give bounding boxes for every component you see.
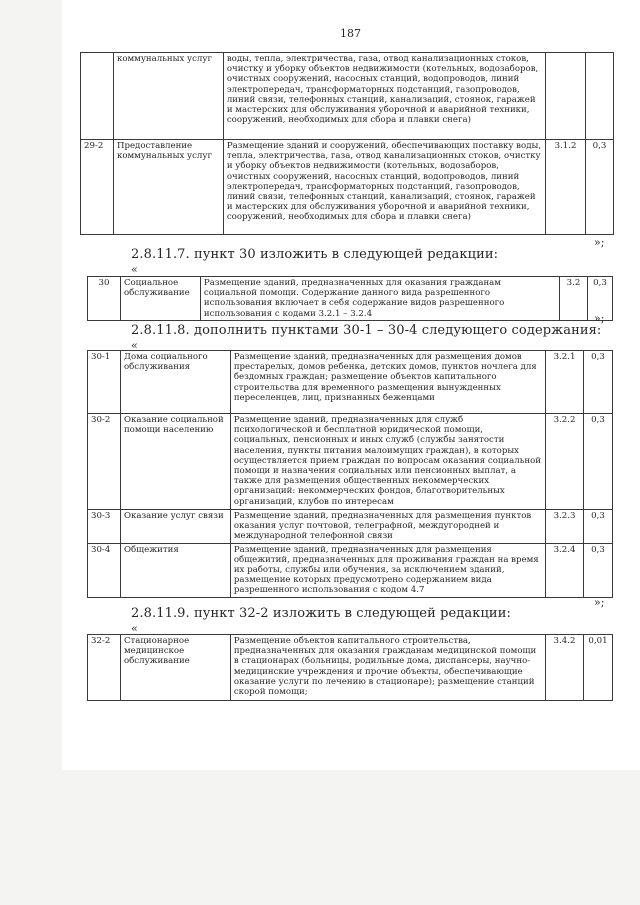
use-code: 3.4.2	[546, 635, 584, 701]
coefficient: 0,01	[583, 635, 612, 701]
coefficient: 0,3	[586, 140, 614, 235]
coefficient	[586, 53, 614, 140]
table-row	[88, 543, 613, 597]
coefficient: 0,3	[583, 543, 612, 597]
use-code: 3.2.4	[546, 543, 584, 597]
row-number: 29-2	[81, 140, 114, 235]
coefficient: 0,3	[583, 414, 612, 510]
use-type-name: Оказание социальной помощи населению	[120, 414, 230, 510]
opening-quote: «	[131, 339, 138, 352]
coefficient: 0,3	[583, 351, 612, 414]
table-row	[88, 510, 613, 544]
coefficient: 0,3	[587, 277, 612, 321]
row-number: 30-4	[88, 543, 121, 597]
use-code: 3.2	[560, 277, 588, 321]
row-number: 30	[88, 277, 121, 321]
use-type-description: Размещение объектов капитального строительства, предназначенных для оказания гражданам медицинской помощи в стационарах (больницы, родильные дома, диспансеры, научно-медицинские учреждения и прочие объекты, обеспечивающие оказание услуги по лечению в стационаре); размещение станций скорой помощи;	[230, 635, 545, 701]
table-row	[88, 277, 613, 321]
coefficient: 0,3	[583, 510, 612, 544]
row-number: 32-2	[88, 635, 121, 701]
use-code	[546, 53, 586, 140]
use-type-description: Размещение зданий, предназначенных для служб психологической и бесплатной юридической помощи, социальных, пенсионных и иных служб (службы занятости населения, пункты питания малоимущих граждан), в которых осуществляется прием граждан по вопросам оказания социальной помощи и назначения социальных или пенсионных выплат, а также для размещения общественных некоммерческих организаций: некоммерческих фондов, благотворительных организаций, клубов по интересам	[230, 414, 545, 510]
use-type-name: Стационарное медицинское обслуживание	[120, 635, 230, 701]
use-type-name: Общежития	[120, 543, 230, 597]
closing-quote: »;	[594, 312, 605, 325]
use-type-name: Дома социального обслуживания	[120, 351, 230, 414]
row-number: 30-2	[88, 414, 121, 510]
closing-quote: »;	[594, 596, 605, 609]
zoning-table-29	[80, 52, 614, 235]
table-row	[88, 635, 613, 701]
section-heading: 2.8.11.8. дополнить пунктами 30-1 – 30-4 следующего содержания:	[131, 323, 602, 338]
row-number: 30-3	[88, 510, 121, 544]
table-row	[88, 414, 613, 510]
zoning-table-30	[87, 276, 613, 321]
row-number	[81, 53, 114, 140]
row-number: 30-1	[88, 351, 121, 414]
use-code: 3.1.2	[546, 140, 586, 235]
page-number: 187	[340, 27, 361, 40]
use-type-name: Социальное обслуживание	[120, 277, 200, 321]
use-code: 3.2.1	[546, 351, 584, 414]
table-row	[88, 351, 613, 414]
table-row	[81, 140, 614, 235]
table-row	[81, 53, 614, 140]
use-type-description: Размещение зданий, предназначенных для размещения домов престарелых, домов ребенка, детских домов, пунктов ночлега для бездомных граждан; размещение объектов капитального строительства для временного размещения вынужденных переселенцев, лиц, признанных беженцами	[230, 351, 545, 414]
use-type-name: коммунальных услуг	[113, 53, 223, 140]
opening-quote: «	[131, 622, 138, 635]
closing-quote: »;	[594, 236, 605, 249]
use-type-description: Размещение зданий, предназначенных для размещения пунктов оказания услуг почтовой, телеграфной, междугородней и международной телефонной связи	[230, 510, 545, 544]
use-type-description: воды, тепла, электричества, газа, отвод канализационных стоков, очистку и уборку объектов недвижимости (котельных, водозаборов, очистных сооружений, насосных станций, водопроводов, линий электропередач, трансформаторных подстанций, газопроводов, линий связи, телефонных станций, канализаций, стоянок, гаражей и мастерских для обслуживания уборочной и аварийной техники, сооружений, необходимых для сбора и плавки снега)	[223, 53, 545, 140]
zoning-table-30-1-4	[87, 350, 613, 598]
section-heading: 2.8.11.9. пункт 32-2 изложить в следующей редакции:	[131, 606, 511, 621]
use-code: 3.2.3	[546, 510, 584, 544]
use-type-name: Предоставление коммунальных услуг	[113, 140, 223, 235]
opening-quote: «	[131, 263, 138, 276]
use-type-description: Размещение зданий, предназначенных для размещения общежитий, предназначенных для проживания граждан на время их работы, службы или обучения, за исключением зданий, размещение которых предусмотрено содержанием вида разрешенного использования с кодом 4.7	[230, 543, 545, 597]
use-type-description: Размещение зданий и сооружений, обеспечивающих поставку воды, тепла, электричества, газа, отвод канализационных стоков, очистку и уборку объектов недвижимости (котельных, водозаборов, очистных сооружений, насосных станций, водопроводов, линий электропередач, трансформаторных подстанций, газопроводов, линий связи, телефонных станций, канализаций, стоянок, гаражей и мастерских для обслуживания уборочной и аварийной техники, сооружений, необходимых для сбора и плавки снега)	[223, 140, 545, 235]
use-type-description: Размещение зданий, предназначенных для оказания гражданам социальной помощи. Содержание данного вида разрешенного использования включает в себя содержание видов разрешенного использования с кодами 3.2.1 – 3.2.4	[200, 277, 559, 321]
use-type-name: Оказание услуг связи	[120, 510, 230, 544]
use-code: 3.2.2	[546, 414, 584, 510]
zoning-table-32-2	[87, 634, 613, 701]
section-heading: 2.8.11.7. пункт 30 изложить в следующей редакции:	[131, 247, 499, 262]
